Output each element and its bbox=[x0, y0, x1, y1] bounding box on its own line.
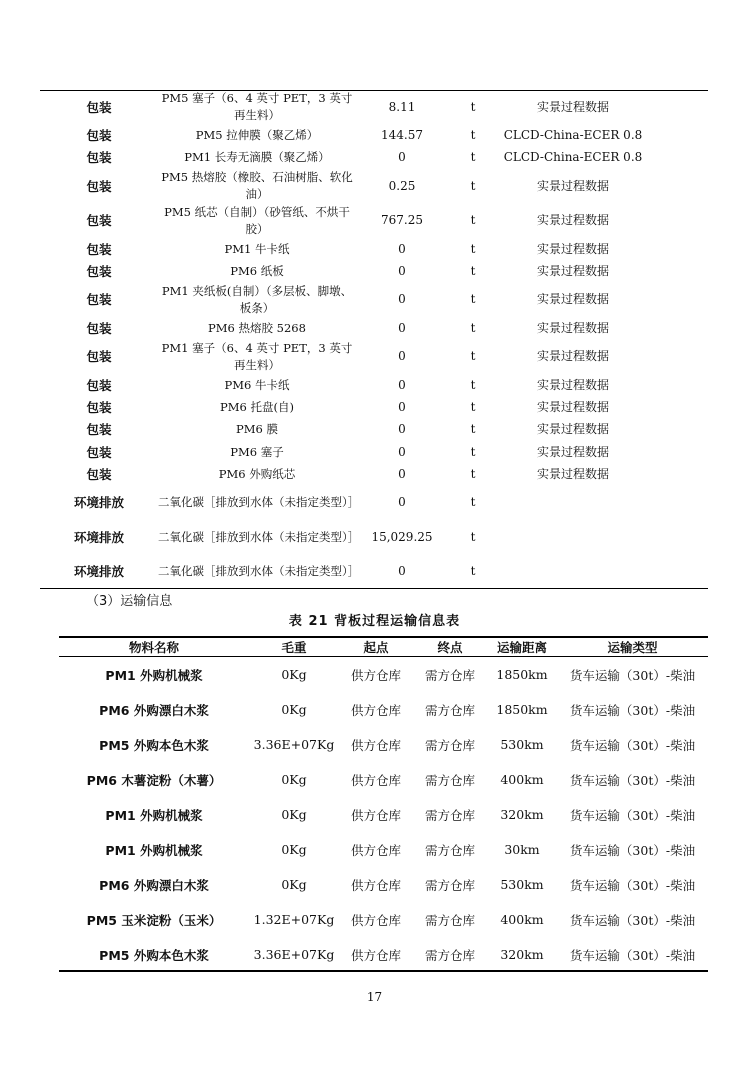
row-unit: t bbox=[470, 150, 476, 165]
row-transport-type: 货车运输（30t）-柴油 bbox=[569, 737, 696, 753]
row-name: PM1 牛卡纸 bbox=[224, 241, 290, 256]
inventory-row bbox=[40, 260, 708, 282]
row-unit: t bbox=[470, 178, 476, 193]
row-category: 包装 bbox=[86, 241, 112, 257]
header-origin: 起点 bbox=[339, 638, 413, 657]
row-destination: 需方仓库 bbox=[424, 877, 475, 893]
row-destination: 需方仓库 bbox=[424, 772, 475, 788]
row-source: 实景过程数据 bbox=[536, 292, 609, 307]
row-unit: t bbox=[470, 349, 476, 364]
inventory-row bbox=[40, 147, 708, 169]
row-origin: 供方仓库 bbox=[350, 912, 401, 928]
row-name: PM6 纸板 bbox=[230, 264, 284, 279]
row-distance: 400km bbox=[500, 912, 544, 927]
row-unit: t bbox=[470, 529, 476, 544]
transport-row bbox=[59, 867, 708, 902]
inventory-row bbox=[40, 441, 708, 463]
transport-table bbox=[59, 638, 708, 972]
row-source: 实景过程数据 bbox=[536, 320, 609, 335]
row-weight: 0Kg bbox=[281, 877, 307, 892]
row-source: 实景过程数据 bbox=[536, 213, 609, 228]
inventory-row bbox=[40, 374, 708, 396]
row-spacer bbox=[648, 485, 708, 520]
row-destination: 需方仓库 bbox=[424, 842, 475, 858]
row-source: 实景过程数据 bbox=[536, 399, 609, 414]
page-number: 17 bbox=[366, 990, 383, 1004]
row-category: 包装 bbox=[86, 320, 112, 336]
row-distance: 530km bbox=[500, 737, 544, 752]
row-category: 包装 bbox=[86, 213, 112, 229]
header-destination: 终点 bbox=[413, 638, 487, 657]
row-unit: t bbox=[470, 264, 476, 279]
row-spacer bbox=[648, 238, 708, 260]
row-name: 二氧化碳［排放到水体（未指定类型）］ bbox=[158, 529, 360, 544]
row-category: 环境排放 bbox=[73, 529, 124, 545]
row-name: PM6 热熔胶 5268 bbox=[208, 320, 306, 335]
transport-row bbox=[59, 762, 708, 797]
row-category: 环境排放 bbox=[73, 495, 124, 511]
table-caption: 表 21 背板过程运输信息表 bbox=[288, 614, 461, 629]
row-source: 实景过程数据 bbox=[536, 178, 609, 193]
row-unit: t bbox=[470, 99, 476, 114]
row-value: 0 bbox=[398, 564, 406, 579]
row-unit: t bbox=[470, 444, 476, 459]
row-category: 包装 bbox=[86, 349, 112, 365]
row-destination: 需方仓库 bbox=[424, 737, 475, 753]
row-source: 实景过程数据 bbox=[536, 377, 609, 392]
transport-header-row bbox=[59, 638, 708, 657]
row-transport-type: 货车运输（30t）-柴油 bbox=[569, 702, 696, 718]
row-transport-type: 货车运输（30t）-柴油 bbox=[569, 807, 696, 823]
row-origin: 供方仓库 bbox=[350, 667, 401, 683]
row-spacer bbox=[648, 317, 708, 339]
row-spacer bbox=[648, 339, 708, 374]
inventory-table-bottom-rule bbox=[40, 588, 708, 589]
row-value: 0 bbox=[398, 422, 406, 437]
row-category: 包装 bbox=[86, 466, 112, 482]
row-value: 0 bbox=[398, 349, 406, 364]
row-source: 实景过程数据 bbox=[536, 264, 609, 279]
header-distance: 运输距离 bbox=[487, 638, 557, 657]
row-origin: 供方仓库 bbox=[350, 807, 401, 823]
row-value: 0 bbox=[398, 264, 406, 279]
row-category: 环境排放 bbox=[73, 564, 124, 580]
row-source: 实景过程数据 bbox=[536, 99, 609, 114]
row-material: PM5 外购本色木浆 bbox=[99, 737, 209, 753]
row-material: PM5 玉米淀粉（玉米） bbox=[86, 912, 222, 928]
row-unit: t bbox=[470, 241, 476, 256]
row-weight: 1.32E+07Kg bbox=[253, 912, 335, 927]
row-transport-type: 货车运输（30t）-柴油 bbox=[569, 842, 696, 858]
row-destination: 需方仓库 bbox=[424, 807, 475, 823]
row-value: 0 bbox=[398, 399, 406, 414]
row-distance: 320km bbox=[500, 947, 544, 962]
row-source bbox=[498, 485, 648, 520]
row-name: PM5 塞子（6、4 英寸 PET，3 英寸再生料） bbox=[161, 91, 353, 123]
inventory-row bbox=[40, 396, 708, 418]
inventory-row bbox=[40, 90, 708, 125]
row-destination: 需方仓库 bbox=[424, 702, 475, 718]
row-value: 0 bbox=[398, 495, 406, 510]
row-name: PM6 托盘(自) bbox=[220, 399, 294, 414]
inventory-row bbox=[40, 283, 708, 318]
inventory-row bbox=[40, 125, 708, 147]
row-origin: 供方仓库 bbox=[350, 947, 401, 963]
row-origin: 供方仓库 bbox=[350, 737, 401, 753]
header-material: 物料名称 bbox=[59, 638, 249, 657]
row-source: 实景过程数据 bbox=[536, 241, 609, 256]
row-unit: t bbox=[470, 466, 476, 481]
row-name: PM1 长寿无滴膜（聚乙烯） bbox=[184, 150, 330, 165]
row-source: 实景过程数据 bbox=[536, 349, 609, 364]
row-source bbox=[498, 520, 648, 555]
row-source: CLCD-China-ECER 0.8 bbox=[503, 150, 643, 165]
row-value: 0 bbox=[398, 150, 406, 165]
row-value: 0 bbox=[398, 377, 406, 392]
section-heading: （3）运输信息 bbox=[86, 594, 173, 609]
row-source: 实景过程数据 bbox=[536, 422, 609, 437]
inventory-row bbox=[40, 419, 708, 441]
row-unit: t bbox=[470, 377, 476, 392]
inventory-row bbox=[40, 485, 708, 520]
row-origin: 供方仓库 bbox=[350, 877, 401, 893]
row-unit: t bbox=[470, 128, 476, 143]
row-weight: 0Kg bbox=[281, 772, 307, 787]
inventory-table bbox=[40, 90, 708, 589]
row-spacer bbox=[648, 441, 708, 463]
row-name: PM5 拉伸膜（聚乙烯） bbox=[195, 128, 319, 143]
row-category: 包装 bbox=[86, 264, 112, 280]
row-name: PM6 塞子 bbox=[230, 444, 284, 459]
inventory-row bbox=[40, 204, 708, 239]
row-spacer bbox=[648, 463, 708, 485]
row-distance: 320km bbox=[500, 807, 544, 822]
row-unit: t bbox=[470, 292, 476, 307]
transport-row bbox=[59, 902, 708, 937]
row-unit: t bbox=[470, 213, 476, 228]
row-name: PM1 夹纸板(自制）（多层板、脚墩、板条） bbox=[161, 283, 353, 315]
inventory-row bbox=[40, 463, 708, 485]
row-weight: 0Kg bbox=[281, 842, 307, 857]
row-spacer bbox=[648, 419, 708, 441]
row-transport-type: 货车运输（30t）-柴油 bbox=[569, 667, 696, 683]
row-destination: 需方仓库 bbox=[424, 912, 475, 928]
transport-row bbox=[59, 797, 708, 832]
inventory-row bbox=[40, 169, 708, 204]
row-category: 包装 bbox=[86, 128, 112, 144]
row-spacer bbox=[648, 374, 708, 396]
row-value: 0 bbox=[398, 241, 406, 256]
row-material: PM1 外购机械浆 bbox=[105, 667, 203, 683]
row-material: PM1 外购机械浆 bbox=[105, 807, 203, 823]
row-material: PM5 外购本色木浆 bbox=[99, 947, 209, 963]
transport-row bbox=[59, 657, 708, 693]
row-weight: 3.36E+07Kg bbox=[253, 737, 335, 752]
row-category: 包装 bbox=[86, 178, 112, 194]
inventory-row bbox=[40, 339, 708, 374]
row-name: 二氧化碳［排放到水体（未指定类型）］ bbox=[158, 564, 360, 579]
inventory-row bbox=[40, 554, 708, 589]
row-weight: 0Kg bbox=[281, 702, 307, 717]
row-material: PM6 外购漂白木浆 bbox=[99, 702, 209, 718]
row-value: 0 bbox=[398, 320, 406, 335]
row-value: 0 bbox=[398, 466, 406, 481]
row-spacer bbox=[648, 520, 708, 555]
row-spacer bbox=[648, 147, 708, 169]
inventory-row bbox=[40, 238, 708, 260]
row-source: 实景过程数据 bbox=[536, 466, 609, 481]
row-spacer bbox=[648, 169, 708, 204]
row-category: 包装 bbox=[86, 292, 112, 308]
row-category: 包装 bbox=[86, 150, 112, 166]
row-category: 包装 bbox=[86, 99, 112, 115]
row-value: 8.11 bbox=[388, 99, 416, 114]
row-category: 包装 bbox=[86, 399, 112, 415]
row-category: 包装 bbox=[86, 422, 112, 438]
row-name: PM5 纸芯（自制）（砂管纸、不烘干胶） bbox=[164, 204, 350, 236]
inventory-row bbox=[40, 520, 708, 555]
row-name: 二氧化碳［排放到水体（未指定类型）］ bbox=[158, 495, 360, 510]
row-value: 767.25 bbox=[381, 213, 423, 228]
row-destination: 需方仓库 bbox=[424, 947, 475, 963]
row-material: PM1 外购机械浆 bbox=[105, 842, 203, 858]
row-spacer bbox=[648, 90, 708, 125]
row-spacer bbox=[648, 204, 708, 239]
row-material: PM6 木薯淀粉（木薯） bbox=[86, 772, 222, 788]
row-category: 包装 bbox=[86, 377, 112, 393]
row-value: 0 bbox=[398, 292, 406, 307]
row-name: PM6 外购纸芯 bbox=[218, 466, 296, 481]
row-unit: t bbox=[470, 399, 476, 414]
row-source bbox=[498, 554, 648, 589]
row-distance: 400km bbox=[500, 772, 544, 787]
row-value: 0.25 bbox=[388, 178, 416, 193]
row-distance: 1850km bbox=[496, 702, 548, 717]
transport-row bbox=[59, 692, 708, 727]
row-spacer bbox=[648, 554, 708, 589]
transport-row bbox=[59, 832, 708, 867]
row-unit: t bbox=[470, 320, 476, 335]
transport-row bbox=[59, 937, 708, 972]
row-unit: t bbox=[470, 495, 476, 510]
row-name: PM1 塞子（6、4 英寸 PET，3 英寸再生料） bbox=[161, 340, 353, 372]
row-origin: 供方仓库 bbox=[350, 702, 401, 718]
transport-table-bottom-rule bbox=[59, 970, 708, 972]
row-distance: 30km bbox=[504, 842, 540, 857]
row-transport-type: 货车运输（30t）-柴油 bbox=[569, 912, 696, 928]
row-transport-type: 货车运输（30t）-柴油 bbox=[569, 772, 696, 788]
inventory-row bbox=[40, 317, 708, 339]
row-name: PM6 牛卡纸 bbox=[224, 377, 290, 392]
row-name: PM6 膜 bbox=[236, 422, 278, 437]
row-transport-type: 货车运输（30t）-柴油 bbox=[569, 947, 696, 963]
header-weight: 毛重 bbox=[249, 638, 339, 657]
row-spacer bbox=[648, 260, 708, 282]
header-type: 运输类型 bbox=[557, 638, 708, 657]
row-name: PM5 热熔胶（橡胶、石油树脂、软化油） bbox=[161, 170, 353, 202]
row-spacer bbox=[648, 283, 708, 318]
row-weight: 0Kg bbox=[281, 667, 307, 682]
row-source: 实景过程数据 bbox=[536, 444, 609, 459]
row-weight: 0Kg bbox=[281, 807, 307, 822]
row-category: 包装 bbox=[86, 444, 112, 460]
transport-row bbox=[59, 727, 708, 762]
row-material: PM6 外购漂白木浆 bbox=[99, 877, 209, 893]
row-origin: 供方仓库 bbox=[350, 842, 401, 858]
row-source: CLCD-China-ECER 0.8 bbox=[503, 128, 643, 143]
row-destination: 需方仓库 bbox=[424, 667, 475, 683]
row-value: 144.57 bbox=[381, 128, 423, 143]
row-spacer bbox=[648, 396, 708, 418]
row-distance: 530km bbox=[500, 877, 544, 892]
row-spacer bbox=[648, 125, 708, 147]
row-unit: t bbox=[470, 422, 476, 437]
row-distance: 1850km bbox=[496, 667, 548, 682]
row-value: 15,029.25 bbox=[371, 529, 433, 544]
row-weight: 3.36E+07Kg bbox=[253, 947, 335, 962]
row-value: 0 bbox=[398, 444, 406, 459]
row-origin: 供方仓库 bbox=[350, 772, 401, 788]
row-unit: t bbox=[470, 564, 476, 579]
row-transport-type: 货车运输（30t）-柴油 bbox=[569, 877, 696, 893]
